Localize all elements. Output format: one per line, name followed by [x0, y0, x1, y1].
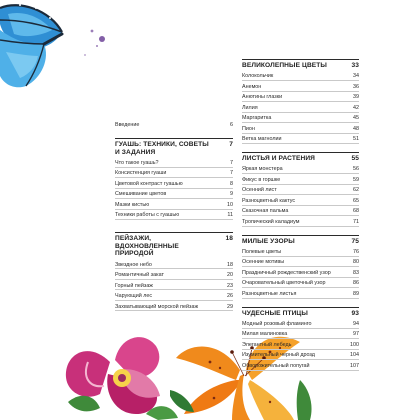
toc-right-column	[242, 59, 359, 371]
toc-entry-intro[interactable]	[115, 122, 233, 128]
toc-entry[interactable]	[115, 301, 233, 312]
toc-entry[interactable]	[242, 206, 359, 217]
toc-entry-label: Горный пейзаж	[115, 282, 153, 289]
toc-entry-label: Консистенция гуаши	[115, 170, 167, 177]
toc-entry[interactable]	[242, 71, 359, 82]
toc-entry[interactable]	[242, 113, 359, 124]
toc-section-page: 55	[351, 155, 359, 163]
toc-entry-label: Праздничный рождественский узор	[242, 269, 331, 276]
toc-entry[interactable]	[242, 278, 359, 289]
toc-entry-page: 83	[353, 269, 359, 276]
toc-entry-label: Изумительный черный дрозд	[242, 352, 315, 359]
toc-entry-page: 42	[353, 104, 359, 111]
toc-entry-label: Пион	[242, 125, 255, 132]
toc-entry[interactable]	[115, 189, 233, 200]
toc-entry-page: 39	[353, 94, 359, 101]
toc-entry-page: 9	[230, 191, 233, 198]
toc-entry[interactable]	[242, 257, 359, 268]
toc-entry-label: Полевые цветы	[242, 248, 282, 255]
toc-entry[interactable]	[242, 123, 359, 134]
toc-entry-label: Смешивание цветов	[115, 191, 167, 198]
toc-entry-label: Техники работы с гуашью	[115, 212, 180, 219]
toc-section-heading[interactable]	[242, 152, 359, 163]
toc-entry-page: 65	[353, 197, 359, 204]
toc-entry-page: 7	[230, 170, 233, 177]
toc-entry-page: 18	[227, 261, 233, 268]
toc-entry-page: 34	[353, 73, 359, 80]
toc-entry-page: 104	[350, 352, 359, 359]
toc-entry-page: 48	[353, 125, 359, 132]
toc-section-page: 18	[225, 235, 233, 243]
toc-entry-page: 23	[227, 282, 233, 289]
toc-entry[interactable]	[115, 168, 233, 179]
toc-entry[interactable]	[242, 174, 359, 185]
toc-entry[interactable]	[242, 288, 359, 299]
toc-entry-page: 86	[353, 280, 359, 287]
toc-entry-label: Яркая монстера	[242, 166, 283, 173]
toc-entry-label: Что такое гуашь?	[115, 159, 159, 166]
toc-entry-page: 71	[353, 218, 359, 225]
toc-entry[interactable]	[242, 81, 359, 92]
toc-entry-label: Колокольчик	[242, 73, 274, 80]
butterfly-illustration	[0, 0, 110, 95]
toc-entry-label: Лилия	[242, 104, 258, 111]
toc-entry[interactable]	[242, 267, 359, 278]
toc-entry[interactable]	[115, 178, 233, 189]
toc-entry[interactable]	[242, 329, 359, 340]
toc-section-page: 75	[351, 237, 359, 245]
toc-entry-page: 26	[227, 293, 233, 300]
toc-entry-page: 6	[230, 122, 233, 128]
toc-entry[interactable]	[115, 259, 233, 270]
toc-entry[interactable]	[242, 350, 359, 361]
toc-entry[interactable]	[115, 280, 233, 291]
toc-section-page: 33	[351, 62, 359, 69]
toc-entry-label: Очаровательный цветочный узор	[242, 280, 326, 287]
toc-section-heading[interactable]	[242, 59, 359, 70]
toc-entry[interactable]	[115, 269, 233, 280]
toc-entry-page: 107	[350, 362, 359, 369]
toc-entry-page: 62	[353, 187, 359, 194]
toc-entry-label: Введение	[115, 122, 140, 128]
toc-entry-page: 80	[353, 259, 359, 266]
toc-entry-page: 20	[227, 272, 233, 279]
toc-entry-label: Маргаритка	[242, 115, 272, 122]
toc-entry[interactable]	[115, 210, 233, 221]
toc-entry-page: 36	[353, 83, 359, 90]
toc-entry-label: Модный розовый фламинго	[242, 320, 312, 327]
toc-entry[interactable]	[242, 360, 359, 371]
toc-section-page: 7	[229, 141, 233, 148]
toc-entry-label: Цветовой контраст гуашью	[115, 180, 183, 187]
toc-section-heading[interactable]	[242, 235, 359, 246]
toc-entry-page: 97	[353, 331, 359, 338]
toc-section-page: 93	[351, 309, 359, 317]
toc-entry[interactable]	[242, 185, 359, 196]
toc-entry-page: 51	[353, 136, 359, 143]
toc-entry-label: Романтичный закат	[115, 272, 164, 279]
toc-entry-label: Мазки кистью	[115, 201, 150, 208]
toc-entry-page: 59	[353, 176, 359, 183]
toc-entry-label: Анютины глазки	[242, 94, 283, 101]
toc-entry[interactable]	[242, 102, 359, 113]
toc-entry-label: Осенние мотивы	[242, 259, 285, 266]
toc-left-column	[115, 122, 233, 311]
toc-entry-page: 94	[353, 320, 359, 327]
toc-section-title: ЛИСТЬЯ И РАСТЕНИЯ	[242, 155, 315, 163]
toc-entry-label: Разноцветный кактус	[242, 197, 296, 204]
toc-entry[interactable]	[242, 92, 359, 103]
toc-entry-label: Тропический каладиум	[242, 218, 300, 225]
toc-entry[interactable]	[242, 246, 359, 257]
toc-section-title: МИЛЫЕ УЗОРЫ	[242, 237, 295, 245]
toc-entry[interactable]	[242, 195, 359, 206]
toc-section-title: ВЕЛИКОЛЕПНЫЕ ЦВЕТЫ	[242, 62, 327, 69]
toc-entry-page: 8	[230, 180, 233, 187]
toc-entry-page: 10	[227, 201, 233, 208]
toc-section-heading[interactable]	[242, 307, 359, 318]
toc-entry-page: 89	[353, 290, 359, 297]
toc-section-title: ПЕЙЗАЖИ, ВДОХНОВЛЕННЫЕ ПРИРОДОЙ	[115, 235, 179, 258]
toc-entry-label: Захватывающий морской пейзаж	[115, 303, 199, 310]
toc-entry-page: 100	[350, 341, 359, 348]
toc-entry-page: 56	[353, 166, 359, 173]
toc-entry-page: 29	[227, 303, 233, 310]
toc-entry-label: Элегантный лебедь	[242, 341, 292, 348]
toc-entry[interactable]	[115, 199, 233, 210]
toc-entry-label: Сказочная пальма	[242, 208, 289, 215]
toc-entry[interactable]	[242, 164, 359, 175]
toc-entry-label: Фикус в горшке	[242, 176, 281, 183]
toc-entry-page: 45	[353, 115, 359, 122]
toc-section-title: ЧУДЕСНЫЕ ПТИЦЫ	[242, 309, 308, 317]
toc-entry-page: 76	[353, 248, 359, 255]
toc-entry[interactable]	[242, 134, 359, 145]
toc-entry[interactable]	[242, 318, 359, 329]
toc-entry-label: Разноцветные листья	[242, 290, 297, 297]
toc-entry-label: Обворожительный попугай	[242, 362, 310, 369]
toc-entry[interactable]	[242, 339, 359, 350]
toc-entry-label: Анемон	[242, 83, 262, 90]
toc-entry-label: Ветка магнолии	[242, 136, 282, 143]
toc-entry-page: 7	[230, 159, 233, 166]
toc-entry-label: Чарующий лес	[115, 293, 153, 300]
toc-entry-label: Милая малиновка	[242, 331, 288, 338]
toc-section-title: ГУАШЬ: ТЕХНИКИ, СОВЕТЫ И ЗАДАНИЯ	[115, 141, 209, 156]
toc-entry-page: 11	[227, 212, 233, 219]
toc-entry-page: 68	[353, 208, 359, 215]
toc-section-heading[interactable]	[115, 138, 233, 156]
pink-flower-illustration	[60, 322, 180, 420]
toc-entry-label: Осенний лист	[242, 187, 277, 194]
toc-entry[interactable]	[115, 157, 233, 168]
toc-entry[interactable]	[115, 290, 233, 301]
toc-section-heading[interactable]	[115, 232, 233, 258]
toc-entry-label: Звездное небо	[115, 261, 152, 268]
toc-entry[interactable]	[242, 216, 359, 227]
